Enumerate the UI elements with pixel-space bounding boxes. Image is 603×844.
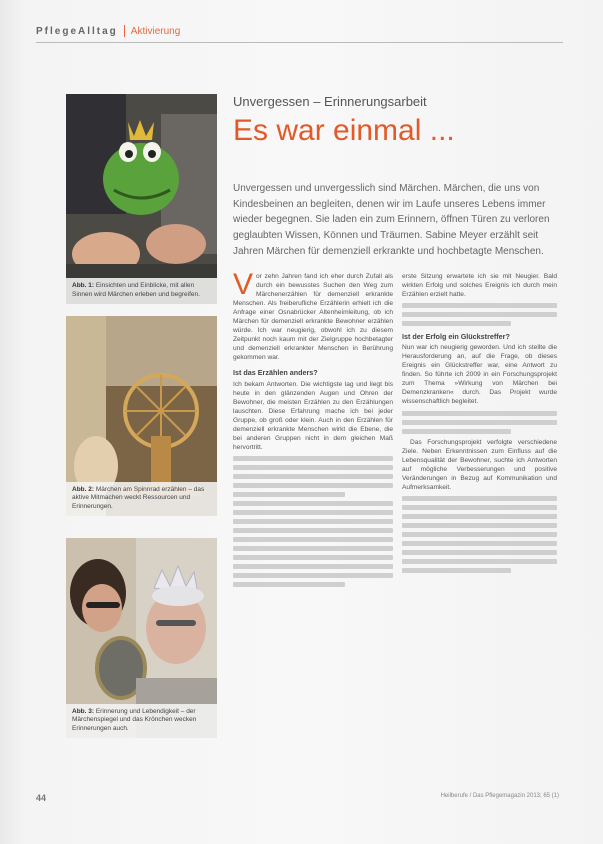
text-line-placeholder: [233, 483, 393, 488]
text-line-placeholder: [402, 312, 557, 317]
caption-1-label: Abb. 1:: [72, 282, 95, 290]
column-2-subhead: Ist der Erfolg ein Glückstreffer?: [402, 332, 510, 342]
photo-spinning-wheel: [66, 316, 217, 516]
header-rule: [36, 42, 563, 43]
article-lead: Unvergessen und unvergesslich sind Märchen. Märchen, die uns von Kindesbeinen an begleiten, denen wir im Laufe unseres Lebens immer wieder begegnen. Sie laden ein zum Erinnern, öffnen Türen zu verloren geglaubten Wissen, Können und Träumen. Sabine Meyer erzählt seit Jahren Märchen für demenziell erkrankte und hochbetagte Menschen.: [233, 183, 550, 257]
text-line-placeholder: [233, 573, 393, 578]
article-column-1: [233, 268, 393, 591]
caption-2-label: Abb. 2:: [72, 485, 95, 493]
column-2-intro: erste Sitzung erwartete ich sie mit Neugier. Bald wirkten Erfolg und solches Ereignis ich durch mein Erzählen erzielt hatte.: [402, 273, 557, 299]
text-line-placeholder: [402, 523, 557, 528]
text-line-placeholder: [402, 541, 557, 546]
caption-2: [66, 482, 217, 516]
caption-1-text: Einsichten und Einblicke, mit allen Sinnen wird Märchen erleben und begreifen.: [72, 282, 200, 299]
text-line-placeholder: [233, 528, 393, 533]
article-column-2: [402, 272, 557, 577]
text-line-placeholder: [402, 429, 511, 434]
text-line-placeholder: [233, 582, 345, 587]
text-line-placeholder: [402, 303, 557, 308]
text-line-placeholder: [402, 496, 557, 501]
photo-frog-puppet: [66, 94, 217, 304]
text-line-placeholder: [233, 465, 393, 470]
text-line-placeholder: [402, 559, 557, 564]
frog-puppet-illustration: [66, 94, 217, 304]
text-line-placeholder: [233, 519, 393, 524]
photo-mirror-crown: [66, 538, 217, 738]
text-line-placeholder: [402, 568, 511, 573]
text-line-placeholder: [402, 505, 557, 510]
text-line-placeholder: [402, 532, 557, 537]
running-header: [36, 21, 180, 41]
text-line-placeholder: [233, 546, 393, 551]
drop-cap: V: [233, 268, 254, 301]
caption-1: [66, 278, 217, 304]
text-line-placeholder: [233, 537, 393, 542]
caption-3: [66, 704, 217, 738]
text-line-placeholder: [233, 510, 393, 515]
column-1-body: Ich bekam Antworten. Die wichtigste lag und liegt bis heute in den glänzenden Augen und Ohren der Bewohner, die meisten Erzählen zu den Erzählungen lauschten. Diese Erfahrung mache ich bei jeder Gruppe, ob groß oder klein. Auch in den Erzählen für demenziell erkrankte Menschen wirkt die Ebene, die bei anderen Gruppen nicht in dem gleichen Maß hervortritt.: [233, 380, 393, 451]
text-line-placeholder: [402, 411, 557, 416]
text-line-placeholder: [402, 420, 557, 425]
text-line-placeholder: [233, 564, 393, 569]
text-line-placeholder: [233, 492, 345, 497]
caption-3-label: Abb. 3:: [72, 707, 95, 715]
column-1-intro: or zehn Jahren fand ich eher durch Zufall als durch ein bewusstes Suchen den Weg zum Märchenerzählen für demenziell erkrankte Menschen. Als freiberufliche Erzählerin erhielt ich die Anfrage einer Osnabrücker Altenheimleitung, ob ich Märchen für demenziell erkrankte Bewohner erzählen würde. Ich war neugierig, obwohl ich zu diesem Zeitpunkt noch kaum mit der Zielgruppe hochbetagter und demenziell erkrankter Menschen in Berührung gekommen war.: [233, 273, 393, 362]
text-line-placeholder: [233, 474, 393, 479]
text-line-placeholder: [233, 456, 393, 461]
page-number: 44: [36, 793, 47, 803]
footer-source: Heilberufe / Das Pflegemagazin 2013; 65 (1): [440, 793, 559, 799]
magazine-brand: PflegeAlltag: [36, 25, 118, 37]
caption-3-text: Erinnerung und Lebendigkeit – der Märchenspiegel und das Krönchen wecken Erinnerungen auch.: [72, 707, 197, 733]
column-1-subhead: Ist das Erzählen anders?: [233, 368, 318, 378]
text-line-placeholder: [233, 555, 393, 560]
caption-2-text: Märchen am Spinnrad erzählen – das aktive Mitmachen weckt Ressourcen und Erinnerungen.: [72, 485, 205, 511]
column-2-body: Nun war ich neugierig geworden. Und ich stellte die Herausforderung an, auf die Frage, ob dieses Ereignis ein Glückstreffer war, eine Antwort zu finden. So führte ich 2009 in ein Forschungsprojekt zum Thema »Wirkung von Märchen bei Demenzkranken« durch. Das Projekt wurde wissenschaftlich begleitet.: [402, 344, 557, 406]
article-title: Es war einmal ...: [233, 114, 455, 147]
text-line-placeholder: [233, 501, 393, 506]
header-divider: [124, 25, 125, 37]
text-line-placeholder: [402, 514, 557, 519]
section-name: Aktivierung: [130, 25, 181, 37]
text-line-placeholder: [402, 550, 557, 555]
text-line-placeholder: [402, 321, 511, 326]
article-kicker: Unvergessen – Erinnerungsarbeit: [233, 94, 427, 109]
column-2-body-2: Das Forschungsprojekt verfolgte verschiedene Ziele. Neben Erkenntnissen zum Einfluss auf die Lebensqualität der Bewohner, suchte ich Antworten auf mögliche Verbesserungen und positive Veränderungen in Bezug auf Kommunikation und Aufmerksamkeit.: [402, 438, 557, 491]
